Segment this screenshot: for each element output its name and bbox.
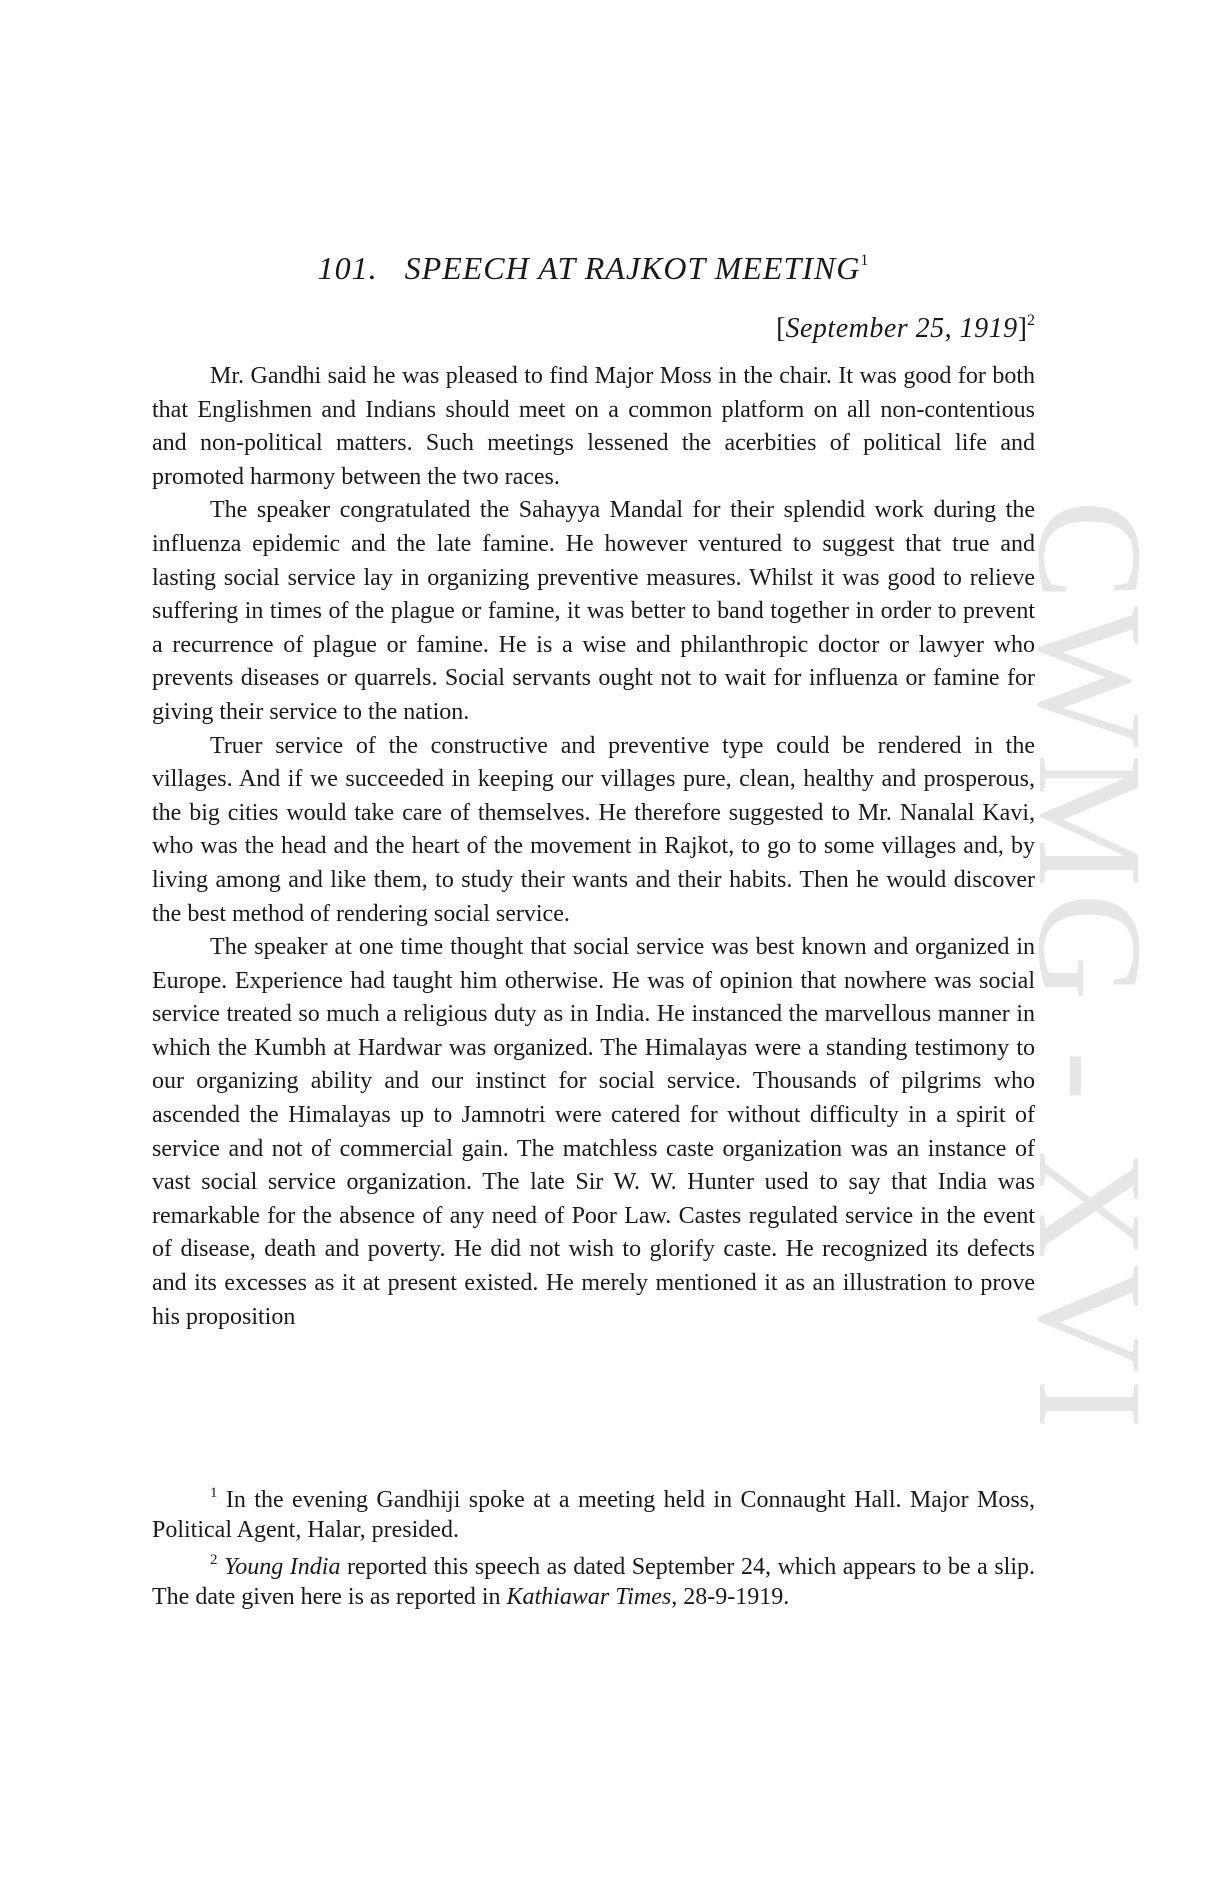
dateline-open-bracket: [ [776, 313, 786, 344]
footnote-2 [152, 1545, 1035, 1612]
footnote-ref-2: 2 [1027, 312, 1035, 329]
paragraph: The speaker at one time thought that social service was best known and organized in Europe. Experience had taught him otherwise. He was of opinion that nowhere was social service treated so much a religious duty as in India. He instanced the marvellous manner in which the Kumbh at Hardwar was organized. The Himalayas were a standing testimony to our organizing ability and our instinct for social service. Thousands of pilgrims who ascended the Himalayas up to Jamnotri were catered for without difficulty in a spirit of service and not of commercial gain. The matchless caste organization was an instance of vast social service organization. The late Sir W. W. Hunter used to say that India was remarkable for the absence of any need of Poor Law. Castes regulated service in the event of disease, death and poverty. He did not wish to glorify caste. He recognized its defects and its excesses as it at present existed. He merely mentioned it as an illustration to prove his proposition [152, 934, 1035, 1330]
footnote-mark: 2 [210, 1552, 218, 1568]
document-page [152, 0, 1035, 1890]
paragraph: Mr. Gandhi said he was pleased to find Major Moss in the chair. It was good for both that Englishmen and Indians should meet on a common platform on all non-contentious and non-political matters. Such meetings lessened the acerbities of political life and promoted harmony between the two races. [152, 363, 1035, 490]
page-title [152, 250, 1035, 287]
dateline [776, 312, 1035, 345]
dateline-close-bracket: ] [1017, 313, 1027, 344]
dateline-date: September 25, 1919 [785, 313, 1018, 344]
paragraph: The speaker congratulated the Sahayya Mandal for their splendid work during the influenza epidemic and the late famine. He however ventured to suggest that true and lasting social service lay in organizing preventive measures. Whilst it was good to relieve suffering in times of the plague or famine, it was better to band together in order to prevent a recurrence of plague or famine. He is a wise and philanthropic doctor or lawyer who prevents diseases or quarrels. Social servants ought not to wait for influenza or famine for giving their service to the nation. [152, 497, 1035, 725]
footnotes [152, 1478, 1035, 1612]
footnote-1 [152, 1478, 1035, 1545]
footnote-text: , 28-9-1919. [671, 1584, 790, 1610]
footnote-text: In the evening Gandhiji spoke at a meeting held in Connaught Hall. Major Moss, Political Agent, Halar, presided. [152, 1487, 1035, 1543]
body-text [152, 360, 1035, 1334]
footnote-mark: 1 [210, 1485, 218, 1501]
footnote-italic-title: Kathiawar Times [506, 1584, 672, 1610]
footnote-italic-title: Young India [224, 1554, 341, 1580]
watermark: CWMG - XVI [1007, 500, 1173, 1435]
footnote-ref-1: 1 [860, 252, 870, 269]
footnote-text: reported this speech as dated September 24, which appears to be a slip. The date given here is as reported in [152, 1554, 1036, 1610]
section-title: SPEECH AT RAJKOT MEETING [404, 250, 861, 286]
paragraph: Truer service of the constructive and preventive type could be rendered in the villages. And if we succeeded in keeping our villages pure, clean, healthy and prosperous, the big cities would take care of themselves. He therefore suggested to Mr. Nanalal Kavi, who was the head and the heart of the movement in Rajkot, to go to some villages and, by living among and like them, to study their wants and their habits. Then he would discover the best method of rendering social service. [152, 732, 1035, 927]
section-number: 101. [317, 250, 378, 286]
